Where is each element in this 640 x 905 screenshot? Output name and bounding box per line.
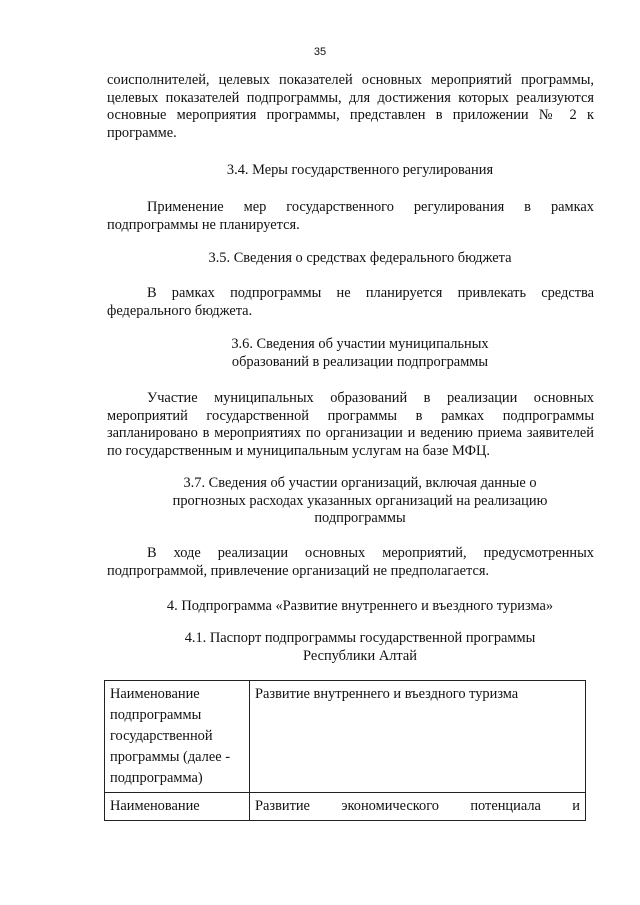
table-cell-label: Наименование подпрограммы государственной программы (далее - подпрограмма): [105, 681, 250, 793]
heading-3-6-line2: образований в реализации подпрограммы: [231, 353, 489, 370]
paragraph-continuation: соисполнителей, целевых показателей основных мероприятий программы, целевых показателей подпрограммы, для достижения которых реализуются основные мероприятия программы, представлен в приложении № 2 к программе.: [107, 72, 594, 141]
page-number: 35: [313, 46, 327, 58]
table-cell-value: Развитие внутреннего и въездного туризма: [250, 681, 586, 793]
heading-3-7-line1: 3.7. Сведения об участии организаций, включая данные о: [183, 475, 537, 491]
paragraph-3-6: Участие муниципальных образований в реализации основных мероприятий государственной программы в рамках подпрограммы запланировано в мероприятиях по организации и ведению приема заявителей по государственным и муниципальным услугам на базе МФЦ.: [107, 390, 594, 459]
heading-4-1-line2: Республики Алтай: [303, 647, 417, 664]
heading-3-7-line3: подпрограммы: [314, 510, 406, 526]
heading-3-7: [100, 475, 620, 528]
table-row: [105, 681, 586, 793]
heading-3-4: 3.4. Меры государственного регулирования: [226, 162, 494, 178]
table-cell-value: Развитие экономического потенциала и: [250, 793, 586, 821]
passport-table: [104, 680, 586, 821]
heading-4-1-line1: 4.1. Паспорт подпрограммы государственной программы: [184, 630, 536, 646]
table-row: [105, 793, 586, 821]
table-cell-label: Наименование: [105, 793, 250, 821]
heading-3-5: 3.5. Сведения о средствах федерального бюджета: [208, 250, 512, 266]
heading-3-6: [100, 336, 620, 371]
paragraph-3-5: В рамках подпрограммы не планируется привлекать средства федерального бюджета.: [107, 285, 594, 319]
heading-4: 4. Подпрограмма «Развитие внутреннего и въездного туризма»: [166, 598, 554, 614]
paragraph-3-4: Применение мер государственного регулирования в рамках подпрограммы не планируется.: [107, 199, 594, 233]
heading-3-7-line2: прогнозных расходах указанных организаций на реализацию: [172, 492, 548, 509]
heading-3-6-line1: 3.6. Сведения об участии муниципальных: [231, 336, 489, 352]
paragraph-3-7: В ходе реализации основных мероприятий, предусмотренных подпрограммой, привлечение организаций не предполагается.: [107, 545, 594, 579]
heading-4-1: [100, 630, 620, 665]
